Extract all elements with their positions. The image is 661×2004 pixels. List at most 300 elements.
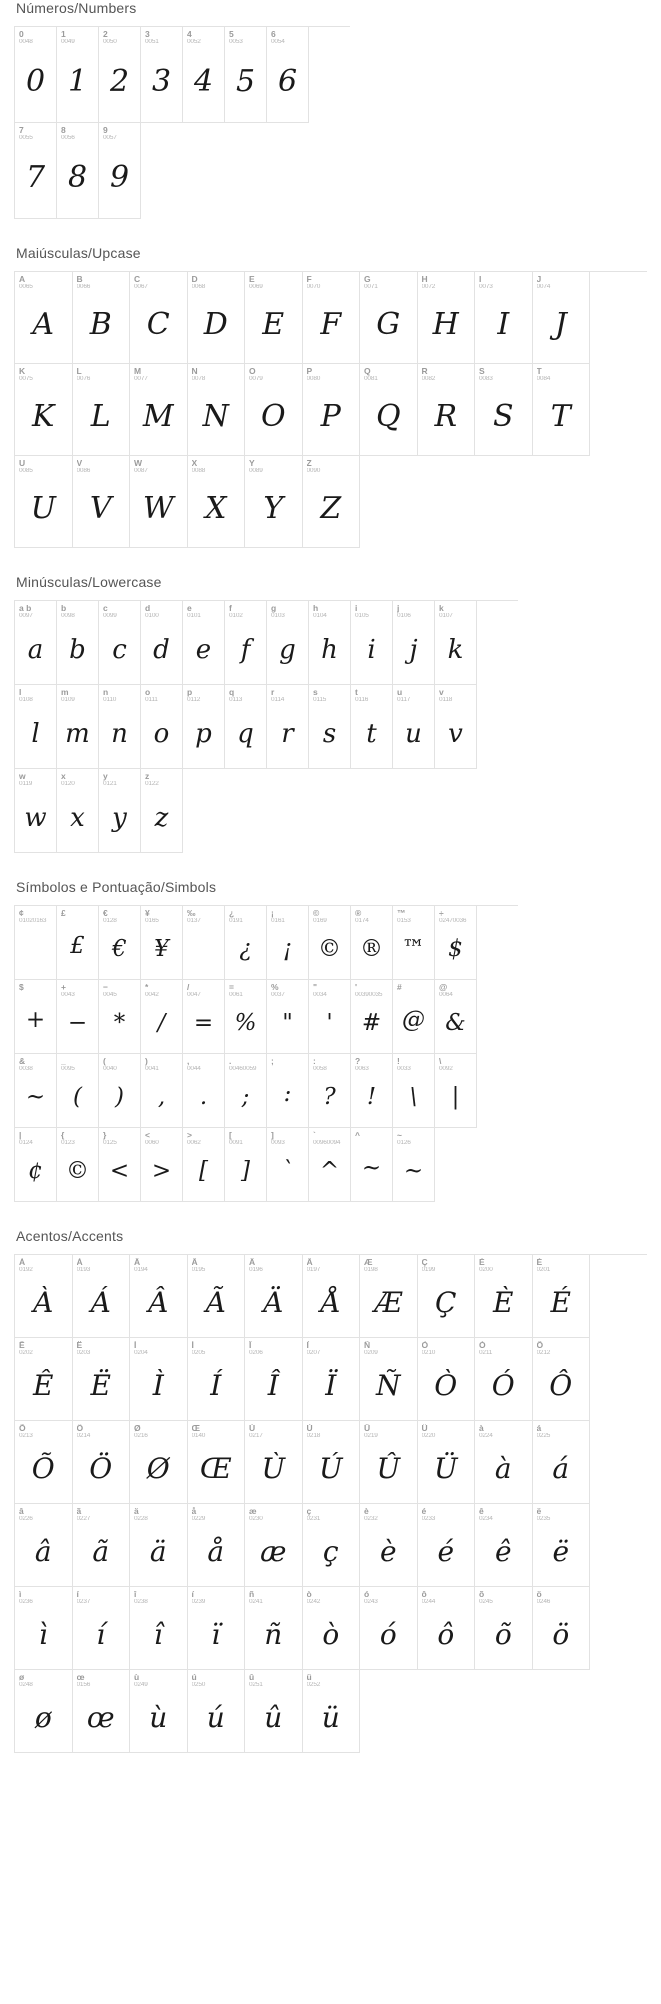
glyph-cell[interactable] (188, 456, 246, 548)
glyph-meta (267, 980, 308, 999)
glyph-char-label: < (145, 1131, 150, 1140)
glyph-cell[interactable] (73, 272, 131, 364)
glyph-cell[interactable] (393, 1054, 435, 1128)
glyph-cell[interactable] (245, 364, 303, 456)
glyph-char-code: 0106 (397, 612, 411, 619)
glyph-cell[interactable] (188, 1504, 246, 1587)
glyph-char-label: 5 (229, 30, 234, 39)
glyph-meta (393, 980, 434, 992)
glyph-cell[interactable] (225, 685, 267, 769)
glyph-cell[interactable] (99, 769, 141, 853)
glyph-char-label: p (187, 688, 193, 697)
glyph-cell[interactable] (15, 123, 57, 219)
glyph-cell[interactable] (418, 1338, 476, 1421)
glyph-cell[interactable] (57, 685, 99, 769)
glyph-cell[interactable] (130, 1421, 188, 1504)
glyph-cell[interactable] (130, 1255, 188, 1338)
glyph-char-label: 8 (61, 126, 66, 135)
glyph-preview: 3 (151, 63, 172, 99)
glyph-preview: 4 (193, 63, 214, 99)
glyph-cell[interactable] (57, 1128, 99, 1202)
glyph-cell[interactable] (475, 1504, 533, 1587)
glyph-char-code: 0088 (191, 467, 206, 474)
glyph-cell[interactable] (188, 1338, 246, 1421)
glyph-cell[interactable] (418, 1587, 476, 1670)
glyph-cell[interactable] (475, 364, 533, 456)
glyph-cell[interactable] (130, 1504, 188, 1587)
glyph-char-label: & (19, 1057, 26, 1066)
glyph-cell[interactable] (360, 272, 418, 364)
glyph-cell[interactable] (130, 272, 188, 364)
glyph-char-code: 0125 (103, 1139, 117, 1146)
glyph-cell[interactable] (533, 1421, 591, 1504)
glyph-cell[interactable] (435, 685, 477, 769)
glyph-cell[interactable] (245, 1504, 303, 1587)
glyph-cell[interactable] (57, 769, 99, 853)
glyph-preview: o (153, 718, 170, 749)
glyph-cell[interactable] (225, 980, 267, 1054)
glyph-cell[interactable] (267, 1128, 309, 1202)
glyph-cell[interactable] (99, 906, 141, 980)
glyph-cell[interactable] (533, 1504, 591, 1587)
glyph-meta (225, 1128, 266, 1147)
glyph-cell[interactable] (360, 1338, 418, 1421)
glyph-char-label: ' (355, 983, 358, 992)
glyph-cell[interactable] (475, 1338, 533, 1421)
glyph-cell[interactable] (183, 906, 225, 980)
glyph-cell[interactable] (351, 906, 393, 980)
glyph-cell[interactable] (267, 1054, 309, 1128)
glyph-cell[interactable] (99, 123, 141, 219)
glyph-cell[interactable] (15, 906, 57, 980)
glyph-cell[interactable] (99, 1128, 141, 1202)
glyph-cell[interactable] (303, 1504, 361, 1587)
glyph-char-code: 0079 (249, 375, 263, 382)
glyph-preview: â (34, 1535, 52, 1569)
glyph-meta (393, 1054, 434, 1073)
glyph-cell[interactable] (141, 601, 183, 685)
glyph-cell[interactable] (303, 1338, 361, 1421)
glyph-meta (418, 1255, 475, 1274)
glyph-cell[interactable] (435, 601, 477, 685)
glyph-meta (130, 1504, 187, 1523)
glyph-cell[interactable] (418, 364, 476, 456)
glyph-cell[interactable] (393, 1128, 435, 1202)
glyph-cell[interactable] (15, 769, 57, 853)
glyph-cell[interactable] (418, 1255, 476, 1338)
glyph-char-code: 0053 (229, 38, 243, 45)
glyph-char-code: 0043 (61, 991, 75, 998)
glyph-cell[interactable] (225, 601, 267, 685)
glyph-cell[interactable] (393, 906, 435, 980)
glyph-char-label: ì (19, 1590, 22, 1599)
glyph-char-code: 0086 (76, 467, 91, 474)
glyph-cell[interactable] (130, 364, 188, 456)
glyph-preview: ) (115, 1084, 124, 1111)
glyph-meta (267, 1128, 308, 1147)
glyph-meta (130, 364, 187, 383)
glyph-cell[interactable] (225, 27, 267, 123)
glyph-preview: Ê (33, 1369, 54, 1403)
glyph-meta (435, 1054, 476, 1073)
glyph-preview: Â (148, 1286, 169, 1320)
glyph-meta (309, 980, 350, 999)
glyph-cell[interactable] (245, 1255, 303, 1338)
glyph-cell[interactable] (73, 1421, 131, 1504)
glyph-char-label: Å (306, 1258, 313, 1267)
glyph-char-label: ï (191, 1590, 194, 1599)
glyph-cell[interactable] (15, 980, 57, 1054)
glyph-cell[interactable] (351, 601, 393, 685)
glyph-char-label: o (145, 688, 151, 697)
glyph-char-label: h (313, 604, 319, 613)
glyph-cell[interactable] (141, 980, 183, 1054)
glyph-cell[interactable] (418, 272, 476, 364)
glyph-cell[interactable] (303, 456, 361, 548)
glyph-preview: Y (263, 490, 284, 526)
glyph-cell[interactable] (188, 1587, 246, 1670)
glyph-char-label: Y (249, 459, 255, 468)
glyph-cell[interactable] (360, 1255, 418, 1338)
glyph-meta (99, 685, 140, 704)
glyph-preview: ã (92, 1535, 110, 1569)
glyph-cell[interactable] (351, 685, 393, 769)
glyph-cell[interactable] (475, 272, 533, 364)
glyph-preview: ë (552, 1535, 570, 1569)
glyph-cell[interactable] (393, 601, 435, 685)
glyph-char-label: j (397, 604, 400, 613)
glyph-cell[interactable] (245, 456, 303, 548)
glyph-cell[interactable] (533, 1587, 591, 1670)
glyph-cell[interactable] (73, 1338, 131, 1421)
glyph-meta (225, 601, 266, 620)
glyph-cell[interactable] (309, 980, 351, 1054)
glyph-preview: Œ (199, 1452, 232, 1486)
glyph-cell[interactable] (267, 27, 309, 123)
glyph-meta (225, 685, 266, 704)
glyph-cell[interactable] (188, 364, 246, 456)
glyph-cell[interactable] (225, 1054, 267, 1128)
glyph-char-code: 00390035 (355, 991, 383, 998)
glyph-cell[interactable] (99, 27, 141, 123)
glyph-char-code: 0044 (187, 1065, 201, 1072)
glyph-cell[interactable] (475, 1255, 533, 1338)
glyph-cell[interactable] (57, 601, 99, 685)
glyph-char-label: ã (76, 1507, 82, 1516)
glyph-cell[interactable] (73, 1255, 131, 1338)
glyph-cell[interactable] (309, 601, 351, 685)
glyph-cell[interactable] (475, 1421, 533, 1504)
glyph-cell[interactable] (73, 456, 131, 548)
glyph-meta (15, 27, 56, 46)
glyph-char-code: 0244 (421, 1598, 436, 1605)
glyph-cell[interactable] (245, 1338, 303, 1421)
glyph-cell[interactable] (267, 906, 309, 980)
glyph-preview: Ø (146, 1452, 170, 1486)
glyph-char-code: 0092 (439, 1065, 453, 1072)
glyph-cell[interactable] (141, 906, 183, 980)
glyph-cell[interactable] (141, 1128, 183, 1202)
glyph-cell[interactable] (57, 27, 99, 123)
glyph-cell[interactable] (245, 1421, 303, 1504)
glyph-section (14, 574, 647, 853)
glyph-preview: 2 (109, 63, 130, 99)
glyph-cell[interactable] (309, 906, 351, 980)
glyph-preview: ~ (25, 1084, 46, 1111)
glyph-preview: ^ (319, 1158, 340, 1185)
glyph-preview: ~ (361, 1154, 382, 1181)
glyph-meta (435, 980, 476, 999)
glyph-char-code: 0234 (479, 1515, 493, 1522)
glyph-cell[interactable] (225, 906, 267, 980)
glyph-char-label: # (397, 983, 402, 992)
glyph-cell[interactable] (435, 1054, 477, 1128)
glyph-preview: á (552, 1452, 570, 1486)
glyph-cell[interactable] (267, 601, 309, 685)
glyph-preview: l (31, 718, 40, 749)
glyph-char-code: 0077 (134, 375, 148, 382)
glyph-cell[interactable] (303, 1255, 361, 1338)
glyph-cell[interactable] (141, 1054, 183, 1128)
glyph-meta (15, 601, 56, 620)
glyph-char-code: 0248 (19, 1681, 33, 1688)
glyph-preview: Ì (152, 1369, 164, 1403)
glyph-cell[interactable] (245, 1670, 303, 1753)
glyph-char-label: Ó (479, 1341, 486, 1350)
glyph-meta (99, 1128, 140, 1147)
glyph-cell[interactable] (418, 1504, 476, 1587)
glyph-meta (99, 769, 140, 788)
glyph-meta (99, 601, 140, 620)
glyph-preview: Ñ (376, 1369, 401, 1403)
glyph-cell[interactable] (15, 1128, 57, 1202)
glyph-preview: í (96, 1618, 106, 1652)
glyph-meta (15, 1128, 56, 1147)
glyph-cell[interactable] (15, 685, 57, 769)
glyph-cell[interactable] (130, 1587, 188, 1670)
glyph-char-code: 0239 (191, 1598, 206, 1605)
glyph-cell[interactable] (309, 685, 351, 769)
glyph-preview: Ã (205, 1286, 226, 1320)
glyph-char-code: 0076 (76, 375, 91, 382)
glyph-cell[interactable] (533, 272, 591, 364)
glyph-preview: ö (552, 1618, 570, 1652)
glyph-char-code: 0128 (103, 917, 117, 924)
glyph-char-label: Ô (536, 1341, 544, 1350)
glyph-cell[interactable] (141, 685, 183, 769)
glyph-cell[interactable] (533, 364, 591, 456)
glyph-cell[interactable] (351, 1128, 393, 1202)
glyph-char-code: 0213 (19, 1432, 33, 1439)
glyph-cell[interactable] (303, 364, 361, 456)
glyph-cell[interactable] (183, 27, 225, 123)
glyph-meta (57, 1054, 98, 1073)
glyph-cell[interactable] (309, 1128, 351, 1202)
glyph-cell[interactable] (351, 980, 393, 1054)
glyph-cell[interactable] (360, 1587, 418, 1670)
glyph-cell[interactable] (267, 980, 309, 1054)
glyph-preview: a (27, 634, 44, 665)
glyph-preview: ä (149, 1535, 167, 1569)
glyph-cell[interactable] (57, 123, 99, 219)
glyph-cell[interactable] (15, 1054, 57, 1128)
glyph-char-label: i (355, 604, 358, 613)
glyph-cell[interactable] (183, 685, 225, 769)
glyph-preview: z (154, 802, 169, 833)
glyph-preview: ç (322, 1535, 339, 1569)
glyph-cell[interactable] (99, 980, 141, 1054)
glyph-cell[interactable] (351, 1054, 393, 1128)
glyph-cell[interactable] (188, 1421, 246, 1504)
glyph-char-code: 0063 (355, 1065, 369, 1072)
glyph-cell[interactable] (15, 272, 73, 364)
glyph-preview: Ô (549, 1369, 573, 1403)
glyph-cell[interactable] (533, 1255, 591, 1338)
glyph-cell[interactable] (418, 1421, 476, 1504)
glyph-cell[interactable] (15, 1338, 73, 1421)
glyph-cell[interactable] (99, 1054, 141, 1128)
glyph-char-code: 0055 (19, 134, 33, 141)
glyph-cell[interactable] (183, 1054, 225, 1128)
glyph-cell[interactable] (73, 1504, 131, 1587)
glyph-char-code: 0095 (61, 1065, 75, 1072)
glyph-cell[interactable] (73, 1587, 131, 1670)
glyph-char-code: 00960094 (313, 1139, 341, 1146)
glyph-preview: W (142, 490, 174, 526)
glyph-section (14, 1228, 647, 1753)
glyph-cell[interactable] (141, 769, 183, 853)
glyph-cell[interactable] (435, 980, 477, 1054)
glyph-char-code: 0052 (187, 38, 201, 45)
glyph-cell[interactable] (99, 601, 141, 685)
glyph-cell[interactable] (15, 1504, 73, 1587)
glyph-cell[interactable] (303, 272, 361, 364)
glyph-cell[interactable] (183, 1128, 225, 1202)
glyph-cell[interactable] (57, 906, 99, 980)
glyph-meta (99, 123, 140, 142)
glyph-preview: © (66, 1158, 89, 1185)
glyph-char-label: [ (229, 1131, 232, 1140)
glyph-preview: î (153, 1618, 163, 1652)
glyph-cell[interactable] (245, 1587, 303, 1670)
glyph-preview: ' (326, 1010, 333, 1037)
glyph-char-label: g (271, 604, 277, 613)
glyph-char-label: ¡ (271, 909, 274, 918)
glyph-cell[interactable] (130, 1338, 188, 1421)
glyph-cell[interactable] (183, 601, 225, 685)
glyph-cell[interactable] (267, 685, 309, 769)
glyph-preview: D (203, 306, 228, 342)
glyph-meta (303, 1504, 360, 1523)
glyph-meta (141, 1054, 182, 1073)
glyph-preview: * (113, 1010, 126, 1037)
glyph-meta (475, 1421, 532, 1440)
glyph-char-label: ë (536, 1507, 542, 1516)
glyph-meta (418, 1587, 475, 1606)
glyph-char-label: : (313, 1057, 316, 1066)
glyph-cell[interactable] (360, 1504, 418, 1587)
glyph-char-code: 0211 (479, 1349, 493, 1356)
glyph-cell[interactable] (188, 1670, 246, 1753)
glyph-cell[interactable] (360, 1421, 418, 1504)
glyph-cell[interactable] (245, 272, 303, 364)
glyph-cell[interactable] (188, 272, 246, 364)
glyph-meta (475, 1504, 532, 1523)
glyph-cell[interactable] (130, 1670, 188, 1753)
glyph-cell[interactable] (393, 685, 435, 769)
glyph-char-code: 0249 (134, 1681, 148, 1688)
glyph-meta (418, 1421, 475, 1440)
glyph-preview: e (195, 634, 212, 665)
glyph-meta (303, 364, 360, 383)
glyph-cell[interactable] (57, 1054, 99, 1128)
glyph-cell[interactable] (57, 980, 99, 1054)
glyph-char-code: 0232 (364, 1515, 378, 1522)
glyph-char-code: 0236 (19, 1598, 33, 1605)
glyph-cell[interactable] (303, 1421, 361, 1504)
glyph-cell[interactable] (188, 1255, 246, 1338)
glyph-cell[interactable] (141, 27, 183, 123)
glyph-cell[interactable] (130, 456, 188, 548)
glyph-meta (57, 980, 98, 999)
glyph-preview: ò (322, 1618, 340, 1652)
glyph-char-label: $ (19, 983, 24, 992)
glyph-char-code: 0060 (145, 1139, 159, 1146)
glyph-char-label: , (187, 1057, 190, 1066)
glyph-meta (130, 272, 187, 291)
glyph-char-label: ! (397, 1057, 400, 1066)
glyph-meta (435, 601, 476, 620)
glyph-cell[interactable] (15, 1421, 73, 1504)
glyph-cell[interactable] (15, 1255, 73, 1338)
glyph-preview: É (550, 1286, 571, 1320)
glyph-preview: $ (448, 936, 463, 963)
glyph-cell[interactable] (183, 980, 225, 1054)
glyph-cell[interactable] (15, 1670, 73, 1753)
glyph-meta (15, 456, 72, 475)
glyph-cell[interactable] (99, 685, 141, 769)
glyph-char-label: € (103, 909, 108, 918)
glyph-meta (309, 1128, 350, 1147)
glyph-cell[interactable] (15, 601, 57, 685)
glyph-preview: − (67, 1010, 88, 1037)
glyph-cell[interactable] (475, 1587, 533, 1670)
glyph-cell[interactable] (393, 980, 435, 1054)
glyph-cell[interactable] (533, 1338, 591, 1421)
glyph-cell[interactable] (303, 1670, 361, 1753)
glyph-cell[interactable] (15, 364, 73, 456)
glyph-meta (533, 1338, 590, 1357)
glyph-cell[interactable] (15, 27, 57, 123)
glyph-meta (245, 1255, 302, 1274)
glyph-cell[interactable] (15, 456, 73, 548)
glyph-cell[interactable] (73, 1670, 131, 1753)
glyph-preview: N (202, 398, 229, 434)
glyph-cell[interactable] (309, 1054, 351, 1128)
glyph-char-label: Q (364, 367, 371, 376)
glyph-char-code: 0122 (145, 780, 159, 787)
glyph-cell[interactable] (15, 1587, 73, 1670)
glyph-preview: ¢ (28, 1158, 43, 1185)
glyph-cell[interactable] (303, 1587, 361, 1670)
glyph-char-code: 0054 (271, 38, 285, 45)
glyph-section (14, 245, 647, 548)
glyph-char-code: 0205 (191, 1349, 206, 1356)
glyph-cell[interactable] (435, 906, 477, 980)
glyph-cell[interactable] (73, 364, 131, 456)
glyph-cell[interactable] (360, 364, 418, 456)
glyph-cell[interactable] (225, 1128, 267, 1202)
